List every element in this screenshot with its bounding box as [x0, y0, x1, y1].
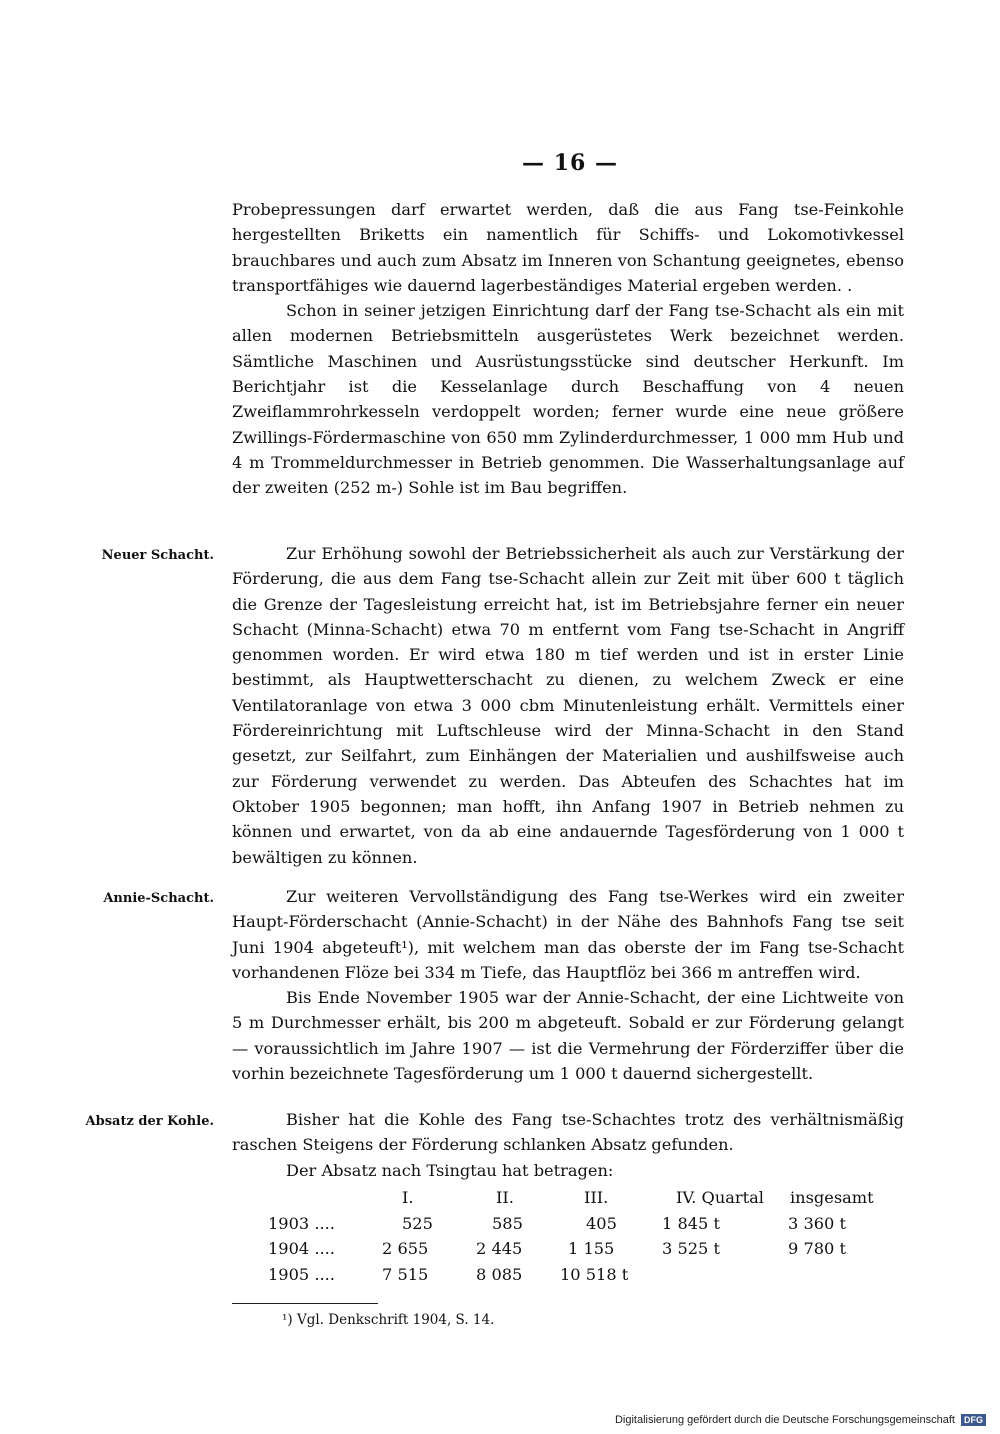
column-header: III.: [584, 1188, 609, 1207]
page-number: — 16 —: [522, 150, 618, 176]
table-cell: 8 085: [476, 1264, 523, 1284]
body-section-1: [232, 197, 904, 501]
table-cell: 10 518 t: [560, 1264, 629, 1284]
table-cell: 3 360 t: [788, 1213, 846, 1233]
paragraph: Der Absatz nach Tsingtau hat betragen:: [286, 1160, 614, 1180]
margin-note-annie-schacht: Annie-Schacht.: [103, 891, 214, 906]
footnote: ¹) Vgl. Denkschrift 1904, S. 14.: [282, 1312, 495, 1328]
margin-note-absatz-der-kohle: Absatz der Kohle.: [85, 1114, 214, 1129]
table-cell: 3 525 t: [662, 1239, 720, 1258]
column-header: IV. Quartal: [676, 1188, 764, 1207]
body-section-4: [232, 1107, 904, 1183]
table-cell: 585: [492, 1213, 523, 1233]
row-year: 1905 ....: [268, 1264, 335, 1284]
table-cell: 9 780 t: [788, 1239, 846, 1258]
margin-note-neuer-schacht: Neuer Schacht.: [101, 548, 214, 563]
paragraph: Schon in seiner jetzigen Einrichtung darf der Fang tse-Schacht als ein mit allen modernen Betriebsmitteln ausgerüstetes Werk bezeichnet werden. Sämtliche Maschinen und Ausrüstungsstücke sind deutscher Herkunft. Im Berichtjahr ist die Kesselanlage durch Beschaffung von 4 neuen Zweiflammrohrkesseln verdoppelt worden; ferner wurde eine neue größere Zwillings-Fördermaschine von 650 mm Zylinderdurchmesser, 1 000 mm Hub und 4 m Trommeldurchmesser in Betrieb genommen. Die Wasserhaltungsanlage auf der zweiten (252 m-) Sohle ist im Bau begriffen.: [232, 301, 904, 498]
table-cell: 525: [402, 1213, 433, 1233]
row-year: 1904 ....: [268, 1239, 335, 1258]
dfg-logo: DFG: [961, 1414, 986, 1426]
credit-text: Digitalisierung gefördert durch die Deutsche Forschungsgemeinschaft: [614, 1414, 955, 1426]
footnote-rule: [232, 1303, 378, 1304]
paragraph: Zur weiteren Vervollständigung des Fang tse-Werkes wird ein zweiter Haupt-Förderschacht (Annie-Schacht) in der Nähe des Bahnhofs Fang tse seit Juni 1904 abgeteuft¹), mit welchem man das oberste der im Fang tse-Schacht vorhandenen Flöze bei 334 m Tiefe, das Hauptflöz bei 366 m antreffen wird.: [232, 887, 904, 982]
table-cell: 1 845 t: [662, 1213, 720, 1233]
table-cell: 2 655: [382, 1239, 429, 1258]
table-cell: 1 155: [568, 1239, 615, 1258]
column-header: I.: [402, 1188, 414, 1207]
row-year: 1903 ....: [268, 1213, 335, 1233]
paragraph: Probepressungen darf erwartet werden, daß die aus Fang tse-Feinkohle hergestellten Briketts ein namentlich für Schiffs- und Lokomotivkessel brauchbares und auch zum Absatz im Inneren von Schantung geeignetes, ebenso transportfähiges wie dauernd lagerbeständiges Material ergeben werden. .: [232, 200, 904, 295]
table-cell: 7 515: [382, 1264, 429, 1284]
body-section-3: [232, 884, 904, 1086]
column-header: II.: [496, 1188, 514, 1207]
digitization-credit: [615, 1414, 986, 1426]
column-header: insgesamt: [790, 1188, 874, 1207]
table-cell: 2 445: [476, 1239, 523, 1258]
paragraph: Bis Ende November 1905 war der Annie-Schacht, der eine Lichtweite von 5 m Durchmesser erhält, bis 200 m abgeteuft. Sobald er zur Förderung gelangt — voraussichtlich im Jahre 1907 — ist die Vermehrung der Förderziffer über die vorhin bezeichnete Tagesförderung um 1 000 t dauernd sichergestellt.: [232, 988, 904, 1084]
paragraph: Bisher hat die Kohle des Fang tse-Schachtes trotz des verhältnismäßig raschen Steigens der Förderung schlanken Absatz gefunden.: [232, 1110, 904, 1155]
paragraph: Zur Erhöhung sowohl der Betriebssicherheit als auch zur Verstärkung der Förderung, die aus dem Fang tse-Schacht allein zur Zeit mit über 600 t täglich die Grenze der Tagesleistung erreicht hat, ist im Betriebsjahre ferner ein neuer Schacht (Minna-Schacht) etwa 70 m entfernt vom Fang tse-Schacht in Angriff genommen worden. Er wird etwa 180 m tief werden und ist in erster Linie bestimmt, als Hauptwetterschacht zu dienen, zu welchem Zweck er eine Ventilatoranlage von etwa 3 000 cbm Minutenleistung erhält. Vermittels einer Fördereinrichtung mit Luftschleuse wird der Minna-Schacht in den Stand gesetzt, zur Seilfahrt, zum Einhängen der Materialien und aushilfsweise auch zur Förderung verwendet zu werden. Das Abteufen des Schachtes hat im Oktober 1905 begonnen; man hofft, ihn Anfang 1907 in Betrieb nehmen zu können und erwartet, von da ab eine andauernde Tagesförderung von 1 000 t bewältigen zu können.: [232, 544, 904, 867]
table-cell: 405: [586, 1213, 617, 1233]
body-section-2: [232, 541, 904, 870]
